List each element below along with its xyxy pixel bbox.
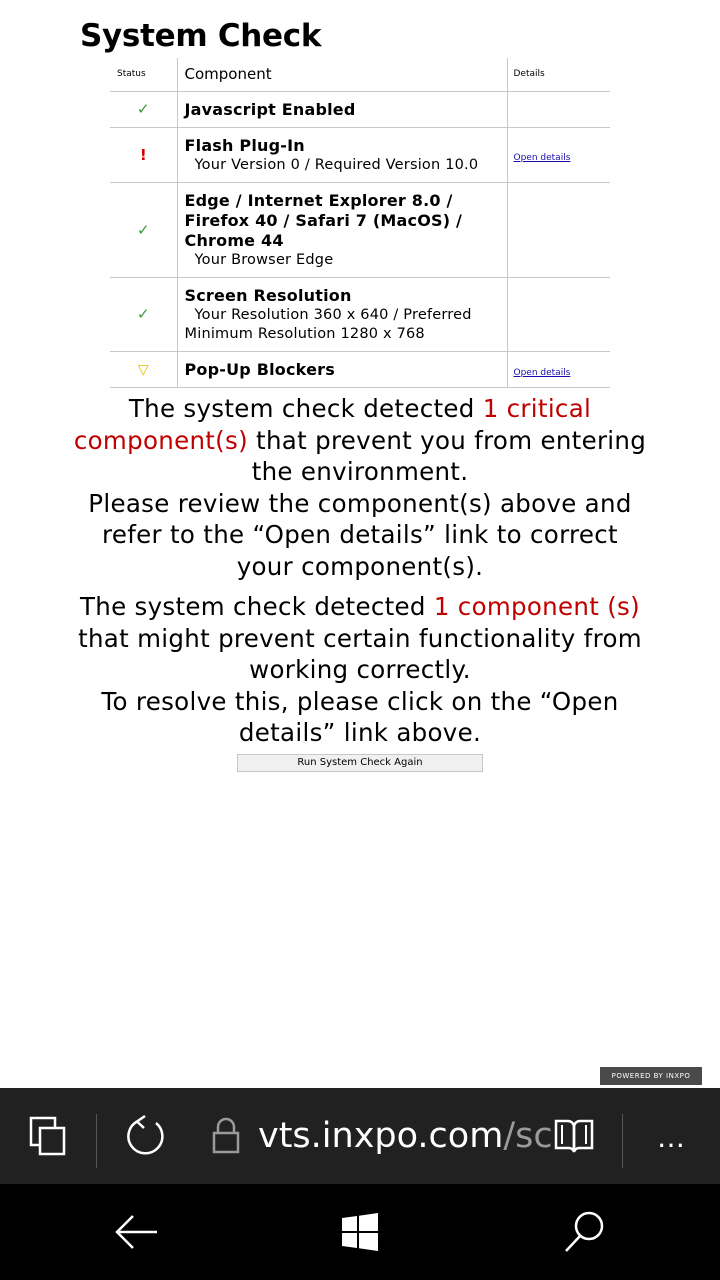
search-button[interactable]: [556, 1184, 612, 1280]
back-button[interactable]: [108, 1184, 164, 1280]
details-cell: [507, 182, 610, 277]
reading-view-button[interactable]: [548, 1088, 600, 1184]
header-component: Component: [177, 58, 507, 91]
lock-icon: [206, 1088, 246, 1184]
more-menu-button[interactable]: …: [657, 1121, 687, 1154]
component-name: Edge / Internet Explorer 8.0 / Firefox 40 / Safari 7 (MacOS) / Chrome 44: [184, 190, 463, 250]
check-icon: ✓: [136, 305, 150, 323]
url-field[interactable]: [258, 1114, 553, 1158]
book-icon: [553, 1117, 595, 1155]
component-name: Screen Resolution: [184, 285, 352, 305]
run-system-check-again-button[interactable]: Run System Check Again: [237, 754, 483, 772]
start-button[interactable]: [332, 1184, 388, 1280]
component-name: Javascript Enabled: [184, 99, 356, 119]
details-cell: [507, 351, 610, 387]
status-cell: [110, 351, 177, 387]
open-details-link-flash[interactable]: Open details: [513, 153, 571, 163]
url-domain: vts.inxpo.com: [258, 1116, 504, 1156]
warning-count: 1 component (s): [433, 592, 640, 621]
status-cell: [110, 127, 177, 182]
header-status: Status: [110, 58, 177, 91]
divider: [622, 1114, 623, 1168]
status-cell: [110, 91, 177, 127]
check-icon: ✓: [136, 220, 150, 239]
system-check-table: [110, 58, 610, 388]
table-row-resolution: [110, 277, 610, 351]
component-detail: Your Resolution 360 x 640 / Preferred Minimum Resolution 1280 x 768: [184, 306, 472, 342]
page-title: System Check: [80, 18, 322, 54]
table-row-browser: [110, 182, 610, 277]
tabs-button[interactable]: [22, 1088, 74, 1184]
table-row-popup: [110, 351, 610, 387]
windows-logo-icon: [340, 1213, 380, 1251]
tabs-icon: [28, 1115, 68, 1157]
critical-count: 1 critical component(s): [73, 394, 592, 455]
details-cell: [507, 277, 610, 351]
component-cell: [177, 277, 507, 351]
table-row-javascript: [110, 91, 610, 127]
warning-triangle-icon: ▽: [137, 362, 149, 378]
exclamation-icon: !: [139, 145, 147, 164]
table-row-flash: [110, 127, 610, 182]
back-arrow-icon: [113, 1212, 159, 1252]
open-details-link-popup[interactable]: Open details: [513, 367, 571, 378]
message-instruction: Please review the component(s) above and refer to the “Open details” link to correct your component(s).: [88, 488, 632, 581]
divider: [96, 1114, 97, 1168]
component-name: Flash Plug-In: [184, 135, 305, 155]
message-text: The system check detected: [80, 592, 434, 621]
message-text: The system check detected: [128, 394, 483, 423]
refresh-icon: [123, 1113, 169, 1159]
warning-message: [72, 591, 648, 749]
message-text: that might prevent certain functionality from working correctly.: [78, 623, 642, 684]
component-name: Pop-Up Blockers: [184, 359, 335, 379]
details-cell: [507, 91, 610, 127]
component-cell: [177, 127, 507, 182]
search-icon: [562, 1210, 606, 1254]
refresh-button[interactable]: [118, 1088, 174, 1184]
component-detail: Your Browser Edge: [194, 251, 334, 268]
critical-message: [72, 393, 648, 582]
message-instruction: To resolve this, please click on the “Open details” link above.: [101, 686, 619, 747]
component-cell: [177, 91, 507, 127]
check-icon: ✓: [136, 100, 150, 118]
status-cell: [110, 182, 177, 277]
browser-address-bar: [0, 1088, 720, 1184]
component-cell: [177, 351, 507, 387]
system-navigation-bar: [0, 1184, 720, 1280]
component-cell: [177, 182, 507, 277]
component-detail: Your Version 0 / Required Version 10.0: [194, 156, 479, 173]
message-text: that prevent you from entering the environment.: [247, 425, 647, 486]
powered-by-inxpo-logo: POWERED BY INXPO: [600, 1067, 702, 1085]
url-path: /sc: [503, 1116, 553, 1156]
details-cell: [507, 127, 610, 182]
table-header-row: [110, 58, 610, 91]
status-cell: [110, 277, 177, 351]
header-details: Details: [507, 58, 610, 91]
